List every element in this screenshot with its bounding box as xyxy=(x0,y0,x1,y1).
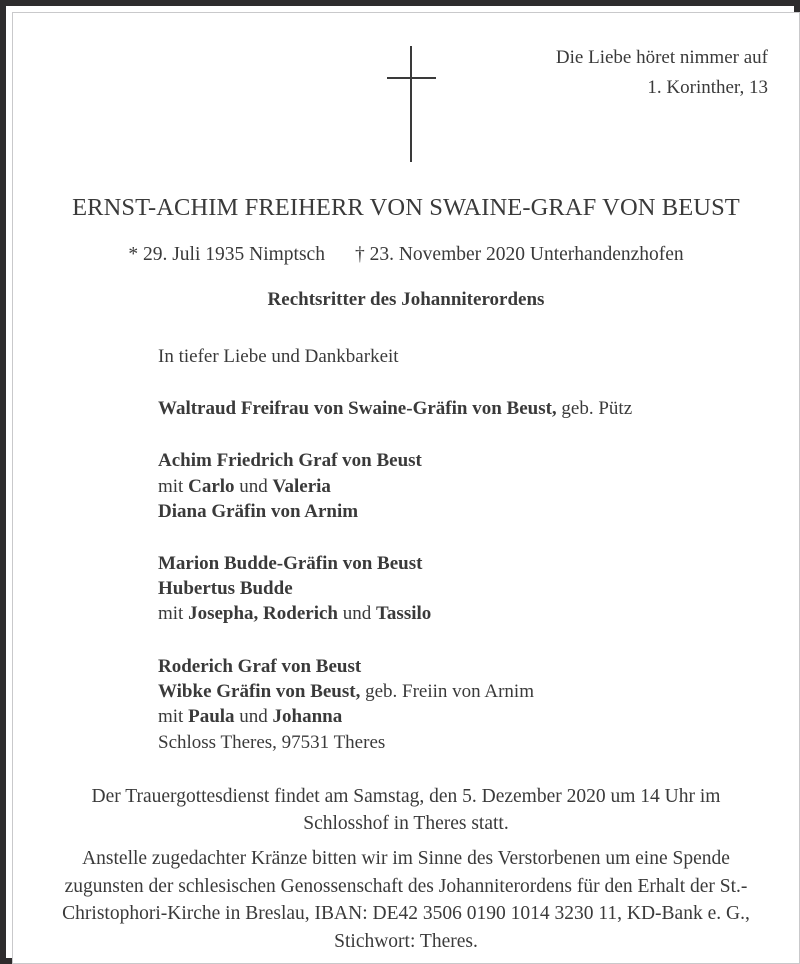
cross-horizontal-bar xyxy=(387,77,436,79)
family-group xyxy=(158,551,758,627)
family-detail-text: mit xyxy=(158,706,189,728)
death-date: † 23. November 2020 Unterhandenzhofen xyxy=(354,244,684,265)
family-detail-text: geb. Freiin von Arnim xyxy=(360,680,534,702)
cross-vertical-bar xyxy=(410,46,412,162)
family-line xyxy=(158,576,758,601)
service-info: Der Trauergottesdienst findet am Samstag, den 5. Dezember 2020 um 14 Uhr im Schlosshof in Theres statt. xyxy=(91,786,721,834)
family-groups xyxy=(158,396,758,729)
family-line xyxy=(158,396,758,421)
family-line xyxy=(158,499,758,524)
family-name-text: Wibke Gräfin von Beust, xyxy=(158,680,361,702)
family-name-text: Waltraud Freifrau von Swaine-Gräfin von Beust, xyxy=(158,398,557,420)
family-line xyxy=(158,679,758,704)
family-group xyxy=(158,396,758,421)
family-group xyxy=(158,654,758,730)
residence-address: Schloss Theres, 97531 Theres xyxy=(158,732,386,753)
family-group xyxy=(158,448,758,524)
family-intro: In tiefer Liebe und Dankbarkeit xyxy=(158,346,399,367)
family-line xyxy=(158,448,758,473)
family-line xyxy=(158,704,758,729)
family-name-text: Paula xyxy=(188,706,235,728)
family-name-text: Johanna xyxy=(272,706,343,728)
deceased-name: ERNST-ACHIM FREIHERR VON SWAINE-GRAF VON BEUST xyxy=(72,194,740,221)
family-detail-text: geb. Pütz xyxy=(556,398,633,420)
family-line xyxy=(158,551,758,576)
family-detail-text: und xyxy=(234,475,273,497)
family-line xyxy=(158,474,758,499)
family-name-text: Carlo xyxy=(188,475,235,497)
family-line xyxy=(158,601,758,626)
life-dates xyxy=(13,242,799,268)
family-name-text: Roderich Graf von Beust xyxy=(158,655,362,677)
family-name-text: Valeria xyxy=(272,475,331,497)
birth-date: * 29. Juli 1935 Nimptsch xyxy=(128,244,325,265)
family-detail-text: und xyxy=(234,706,273,728)
donation-info: Anstelle zugedachter Kränze bitten wir im Sinne des Verstorbenen um eine Spende zugunsten der schlesischen Genossenschaft des Johanniterordens für den Erhalt der St.-Christophori-Kirche in Breslau, IBAN: DE42 3506 0190 1014 3230 11, KD-Bank e. G., Stichwort: Theres. xyxy=(62,848,750,952)
family-name-text: Hubertus Budde xyxy=(158,578,293,600)
family-name-text: Tassilo xyxy=(376,603,432,625)
family-line xyxy=(158,654,758,679)
family-detail-text: mit xyxy=(158,603,189,625)
family-name-text: Josepha, Roderich xyxy=(188,603,338,625)
family-detail-text: mit xyxy=(158,475,189,497)
scripture-quote xyxy=(556,43,768,103)
family-name-text: Marion Budde-Gräfin von Beust xyxy=(158,553,423,575)
family-name-text: Diana Gräfin von Arnim xyxy=(158,500,359,522)
family-name-text: Achim Friedrich Graf von Beust xyxy=(158,450,422,472)
family-detail-text: und xyxy=(338,603,376,625)
family-block xyxy=(158,344,758,729)
quote-attribution: 1. Korinther, 13 xyxy=(647,77,768,98)
death-notice-inner-border xyxy=(12,12,800,964)
latin-cross-icon xyxy=(386,46,438,162)
quote-text: Die Liebe höret nimmer auf xyxy=(555,47,768,68)
honorific-title: Rechtsritter des Johanniterordens xyxy=(267,289,545,310)
